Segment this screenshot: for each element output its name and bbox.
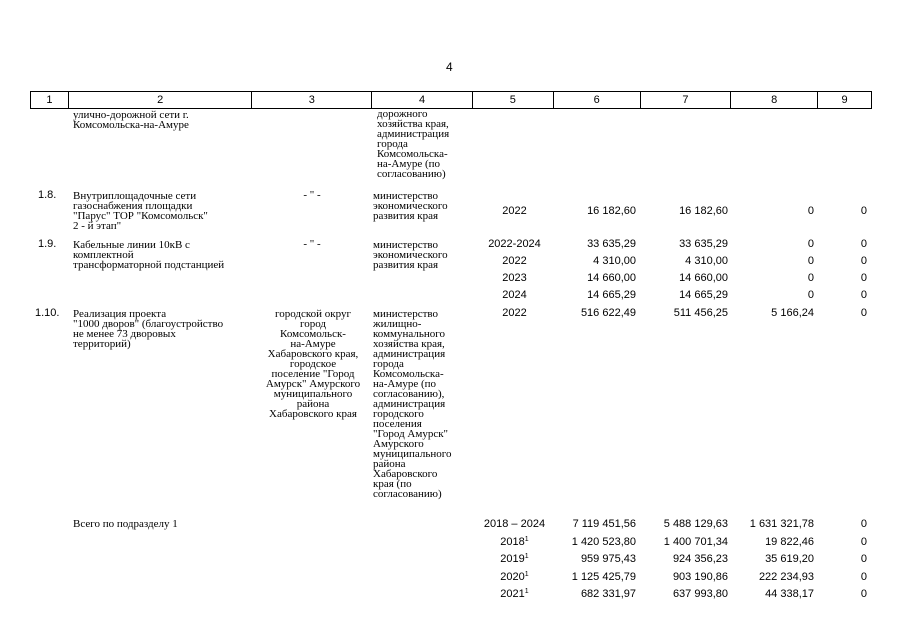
row-col7: 16 182,60: [679, 205, 728, 217]
row-location: - " -: [303, 189, 321, 201]
row-total: 33 635,29: [587, 238, 636, 250]
subtotal-total: 959 975,43: [580, 553, 636, 565]
row-col8: 0: [807, 255, 814, 267]
subtotal-year: 2018$^1$: [500, 536, 529, 548]
subtotal-col8: 222 234,93: [758, 571, 814, 583]
row-col8: 5 166,24: [771, 307, 814, 319]
row-col8: 0: [807, 289, 814, 301]
subtotal-col7: 5 488 129,63: [663, 518, 728, 530]
row-year: 2022-2024: [488, 238, 541, 250]
row-executor: министерство жилищно- коммунального хозяйства края, администрация города Комсомольска- на-Амуре (по согласованию), администрация городского поселения "Город Амурск" Амурского муниципального района Хабаровского края (по согласованию): [373, 308, 452, 500]
column-header: 7: [641, 92, 732, 108]
row-total: 516 622,49: [580, 307, 636, 319]
row-col9: 0: [860, 272, 867, 284]
row-col9: 0: [860, 205, 867, 217]
row-id: 1.8.: [38, 189, 57, 201]
row-col7: 33 635,29: [679, 238, 728, 250]
row-col9: 0: [860, 307, 867, 319]
row-name: Реализация проекта "1000 дворов" (благоустройство не менее 73 дворовых территорий): [73, 308, 224, 350]
row-year: 2023: [502, 272, 527, 284]
row-year: 2022: [502, 255, 527, 267]
subtotal-col7: 903 190,86: [672, 571, 728, 583]
row-location: - " -: [303, 238, 321, 250]
row-year: 2022: [502, 307, 527, 319]
row-total: 16 182,60: [587, 205, 636, 217]
column-header: 5: [473, 92, 554, 108]
subtotal-col9: 0: [860, 571, 867, 583]
column-header: 3: [252, 92, 372, 108]
cont-name: улично-дорожной сети г. Комсомольска-на-Амуре: [73, 109, 189, 131]
subtotal-col9: 0: [860, 588, 867, 600]
subtotal-total: 682 331,97: [580, 588, 636, 600]
row-col8: 0: [807, 238, 814, 250]
row-col7: 511 456,25: [673, 307, 728, 319]
subtotal-col9: 0: [860, 536, 867, 548]
row-id: 1.9.: [38, 238, 57, 250]
column-header: 6: [554, 92, 641, 108]
column-header: 1: [31, 92, 69, 108]
column-header: 8: [731, 92, 818, 108]
row-col9: 0: [860, 289, 867, 301]
row-col8: 0: [807, 272, 814, 284]
row-col7: 14 660,00: [679, 272, 728, 284]
row-executor: министерство экономического развития края: [373, 239, 448, 271]
row-total: 14 660,00: [587, 272, 636, 284]
row-executor: министерство экономического развития края: [373, 190, 448, 222]
subtotal-label: Всего по подразделу 1: [73, 518, 178, 530]
subtotal-year: 2021$^1$: [500, 588, 529, 600]
cont-executor: дорожного хозяйства края, администрация города Комсомольска- на-Амуре (по согласованию): [377, 108, 450, 180]
row-id: 1.10.: [35, 307, 60, 319]
subtotal-col8: 44 338,17: [765, 588, 814, 600]
row-col9: 0: [860, 255, 867, 267]
subtotal-col9: 0: [860, 518, 867, 530]
subtotal-col8: 1 631 321,78: [749, 518, 814, 530]
row-total: 14 665,29: [587, 289, 636, 301]
column-header-row: [30, 91, 872, 109]
subtotal-col7: 637 993,80: [672, 588, 728, 600]
row-year: 2024: [502, 289, 527, 301]
row-name: Кабельные линии 10кВ с комплектной трансформаторной подстанцией: [73, 239, 225, 271]
column-header: 2: [69, 92, 253, 108]
column-header: 9: [841, 94, 848, 106]
row-year: 2022: [502, 205, 527, 217]
row-col7: 4 310,00: [685, 255, 728, 267]
row-name: Внутриплощадочные сети газоснабжения площадки "Парус" ТОР "Комсомольск" 2 - й этап": [73, 190, 208, 232]
subtotal-year: 2020$^1$: [500, 571, 529, 583]
row-location: городской округ город Комсомольск- на-Амуре Хабаровского края, городское поселение "Город Амурск" Амурского муниципального района Хабаровского края: [265, 308, 361, 420]
row-total: 4 310,00: [593, 255, 636, 267]
row-col8: 0: [807, 205, 814, 217]
subtotal-total: 1 125 425,79: [571, 571, 636, 583]
page-number: 4: [446, 60, 453, 74]
subtotal-year: 2019$^1$: [500, 553, 529, 565]
column-header: 4: [372, 92, 473, 108]
subtotal-total: 7 119 451,56: [572, 518, 636, 530]
subtotal-col9: 0: [860, 553, 867, 565]
subtotal-col8: 35 619,20: [765, 553, 814, 565]
row-col7: 14 665,29: [679, 289, 728, 301]
subtotal-col7: 1 400 701,34: [663, 536, 728, 548]
subtotal-total: 1 420 523,80: [571, 536, 636, 548]
subtotal-col8: 19 822,46: [765, 536, 814, 548]
subtotal-col7: 924 356,23: [672, 553, 728, 565]
subtotal-year: 2018 – 2024: [483, 518, 546, 530]
row-col9: 0: [860, 238, 867, 250]
